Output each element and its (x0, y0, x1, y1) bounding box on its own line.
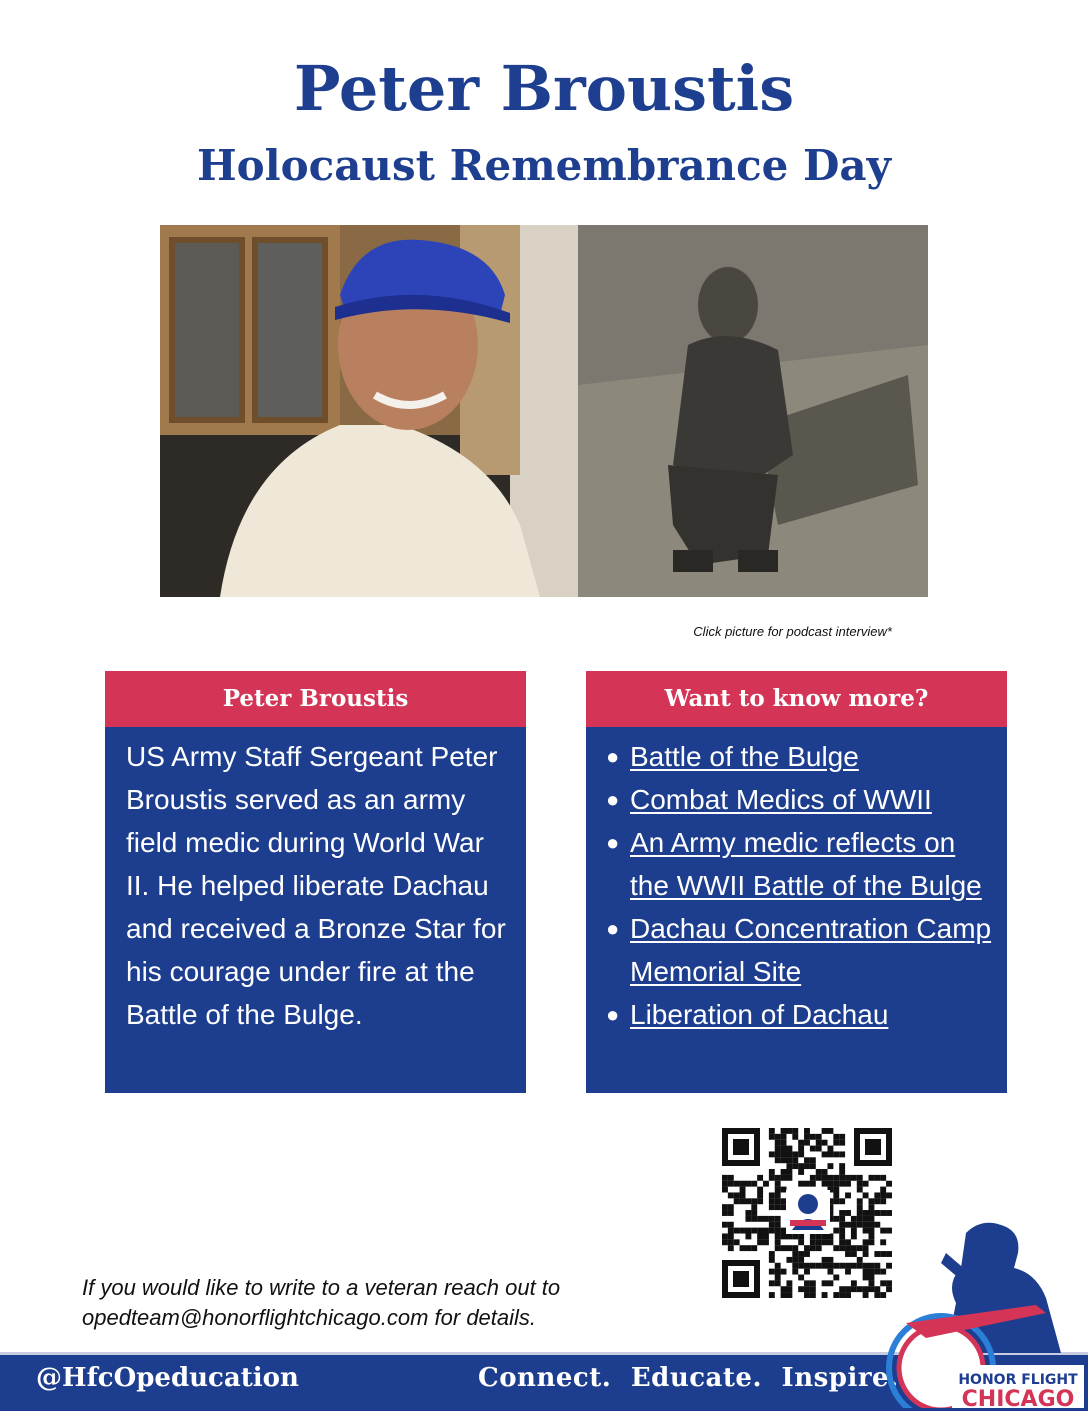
page-subtitle: Holocaust Remembrance Day (196, 141, 892, 190)
bullet-icon: ● (606, 1002, 620, 1027)
logo-line2: CHICAGO (961, 1387, 1075, 1408)
list-item (606, 821, 997, 907)
bio-text: US Army Staff Sergeant Peter Broustis served as an army field medic during World War II. He helped liberate Dachau and received a Bronze Star for his courage under fire at the Battle of the Bulge. (126, 741, 506, 1030)
links-panel-heading: Want to know more? (586, 671, 1007, 727)
link-army-medic-reflects[interactable]: An Army medic reflects on the WWII Battle of the Bulge (630, 827, 982, 901)
wwii-photo (578, 225, 928, 597)
resource-links-list (586, 727, 1007, 1036)
photo-caption: Click picture for podcast interview* (693, 624, 892, 639)
podcast-photo[interactable] (160, 225, 928, 597)
list-item (606, 993, 997, 1036)
logo-line1: HONOR FLIGHT (958, 1372, 1078, 1388)
list-item (606, 778, 997, 821)
tagline: Connect. Educate. Inspire. (478, 1363, 899, 1393)
bio-panel (105, 671, 526, 1093)
list-item (606, 735, 997, 778)
bullet-icon: ● (606, 787, 620, 812)
link-battle-of-the-bulge[interactable]: Battle of the Bulge (630, 741, 859, 772)
link-combat-medics[interactable]: Combat Medics of WWII (630, 784, 932, 815)
links-panel (586, 671, 1007, 1093)
honor-flight-logo (886, 1213, 1086, 1408)
list-item (606, 907, 997, 993)
bullet-icon: ● (606, 916, 620, 941)
social-handle: @HfcOpeducation (36, 1363, 299, 1393)
veteran-letter-note: If you would like to write to a veteran reach out to opedteam@honorflightchicago.com for details. (82, 1275, 561, 1330)
bullet-icon: ● (606, 830, 620, 855)
link-liberation-of-dachau[interactable]: Liberation of Dachau (630, 999, 889, 1030)
bullet-icon: ● (606, 744, 620, 769)
bio-panel-heading: Peter Broustis (105, 671, 526, 727)
qr-code-icon[interactable] (718, 1124, 896, 1302)
page-title: Peter Broustis (293, 52, 795, 125)
present-day-photo (160, 225, 578, 597)
link-dachau-memorial[interactable]: Dachau Concentration Camp Memorial Site (630, 913, 992, 987)
